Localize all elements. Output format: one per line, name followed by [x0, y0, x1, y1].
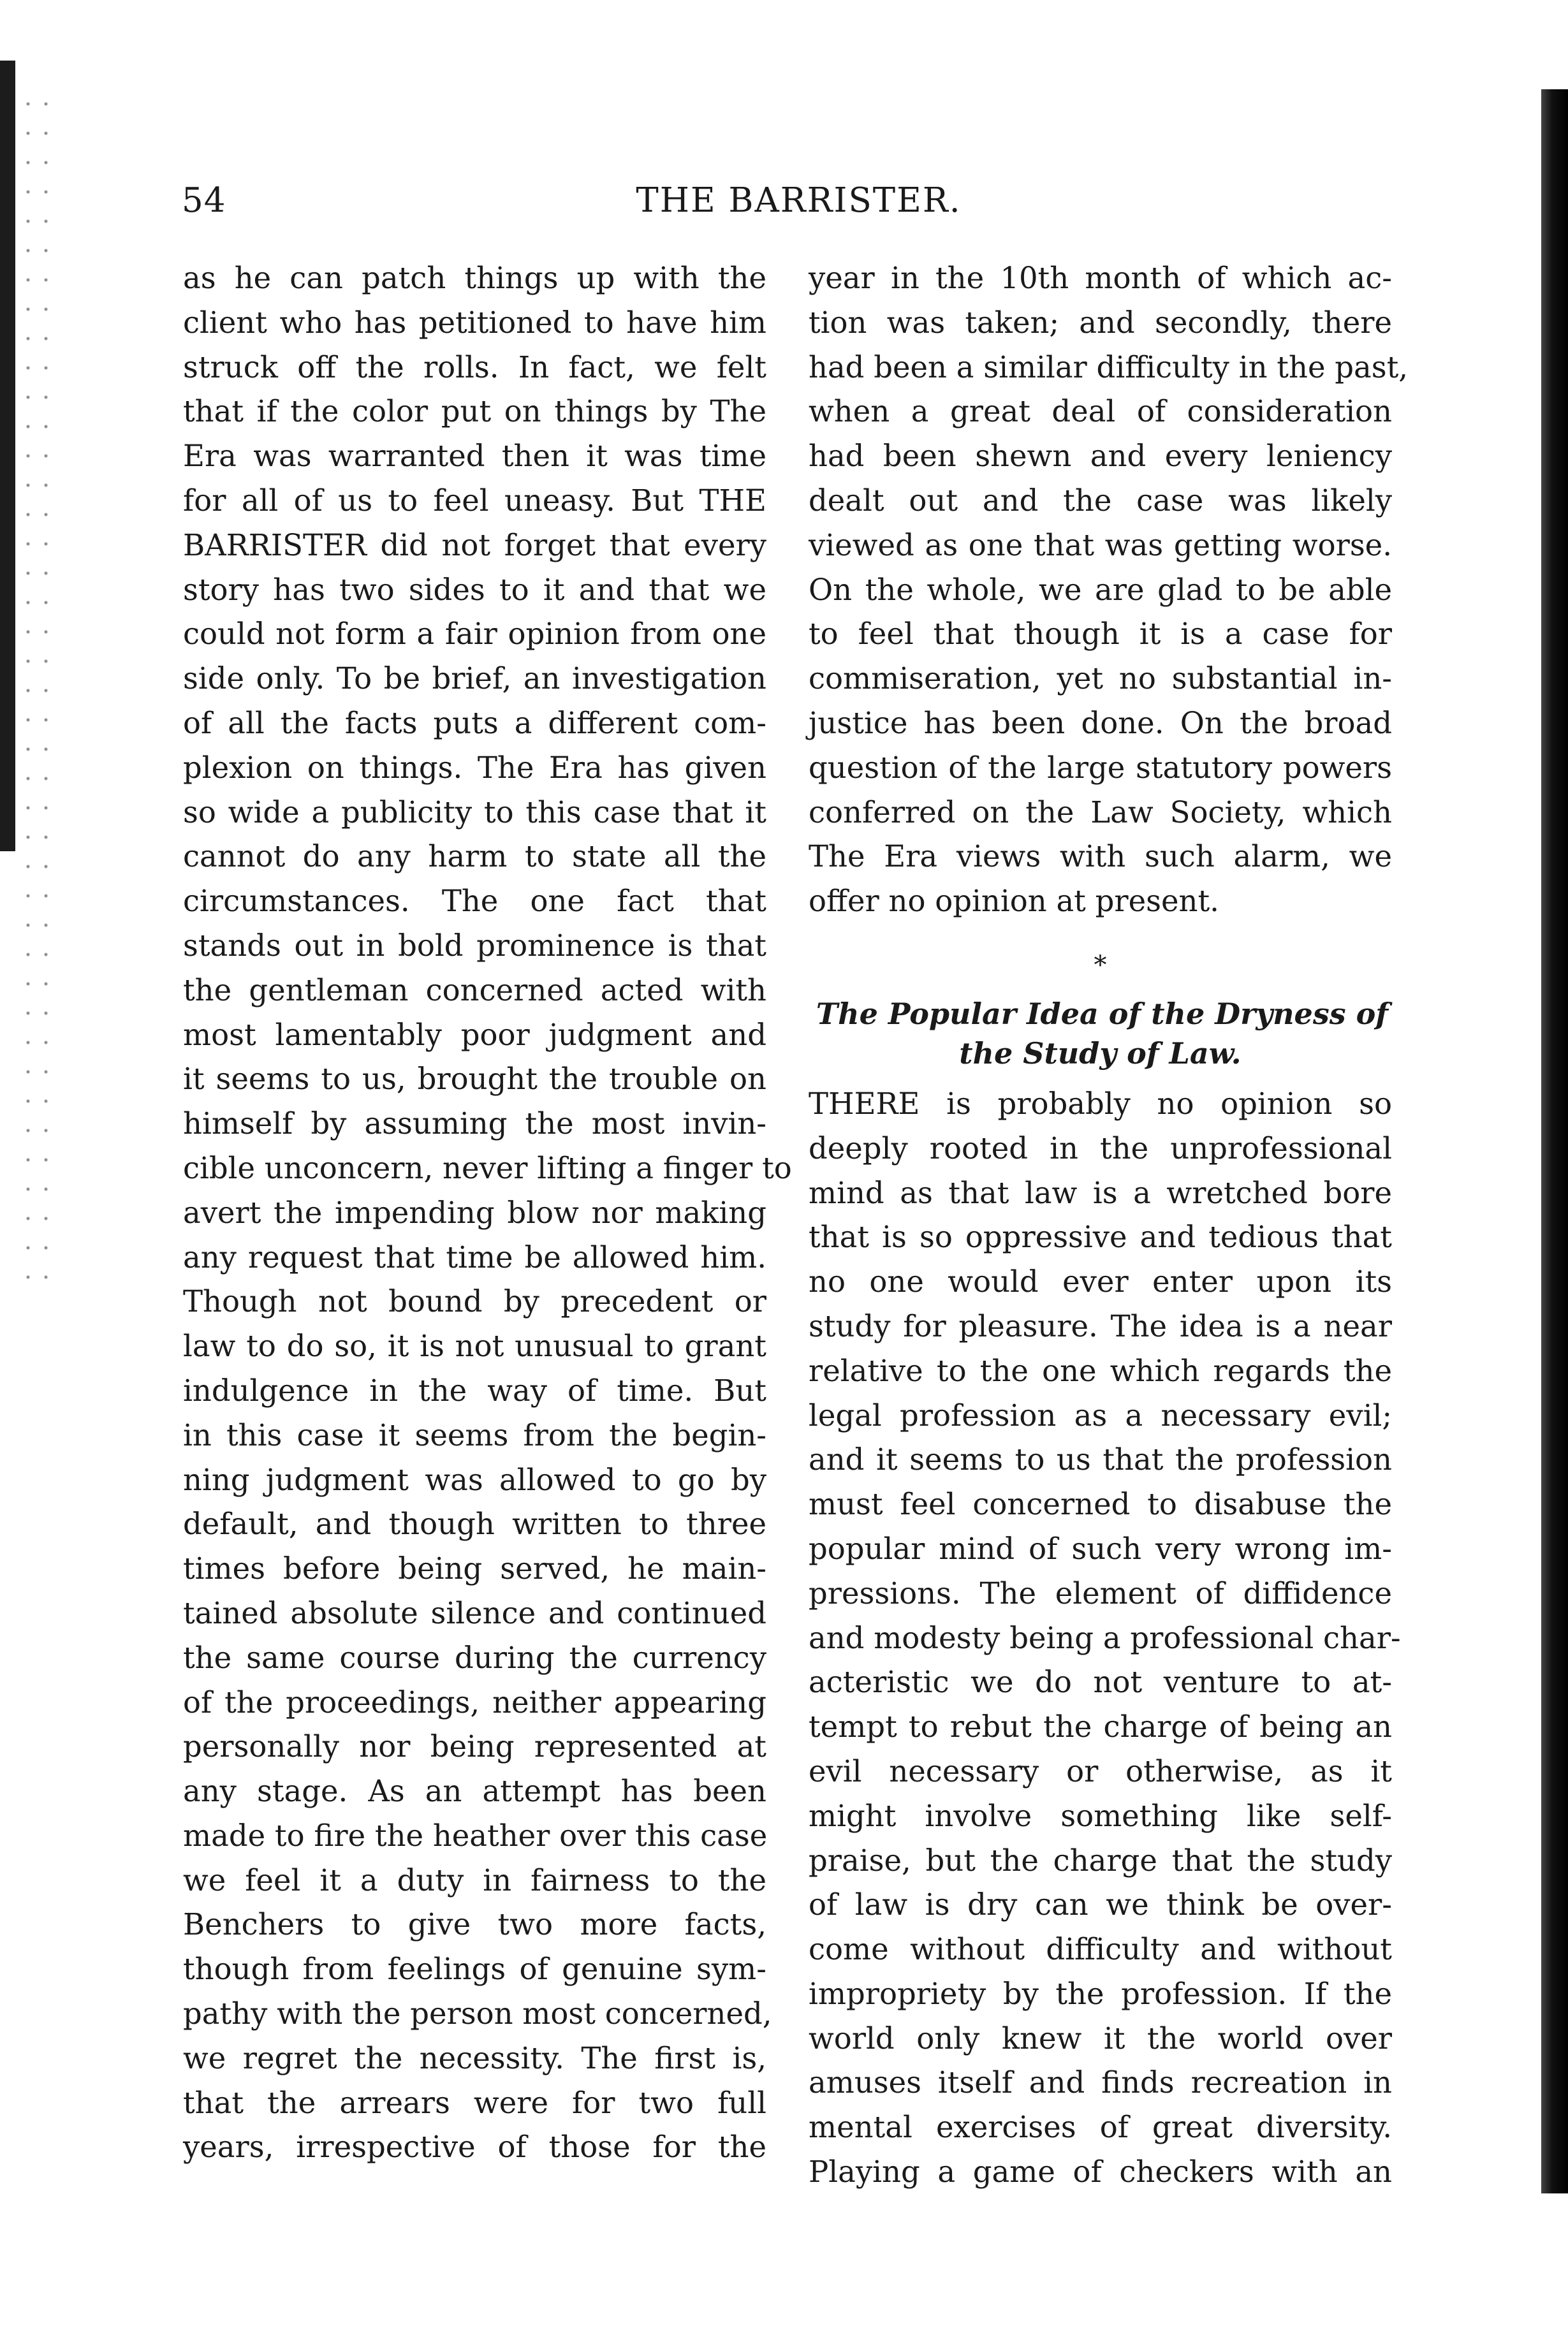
text-line: Benchers to give two more facts,: [183, 1907, 766, 1942]
text-line: Though not bound by precedent or: [183, 1284, 766, 1319]
text-line: offer no opinion at present.: [809, 884, 1219, 919]
text-line: BARRISTER did not forget that every: [183, 527, 766, 562]
heading-gap: [809, 1073, 1392, 1082]
text-line: conferred on the Law Society, which: [809, 794, 1392, 830]
text-line: law to do so, it is not unusual to grant: [183, 1329, 766, 1364]
text-line: when a great deal of consideration: [809, 394, 1392, 429]
text-line: evil necessary or otherwise, as it: [809, 1753, 1392, 1789]
text-line: plexion on things. The Era has given: [183, 750, 766, 785]
text-line: pathy with the person most concerned,: [183, 1996, 772, 2031]
right-column-bottom: [809, 1082, 1401, 2195]
section-heading-line: The Popular Idea of the Dryness of: [816, 996, 1389, 1031]
section-separator: *: [1094, 950, 1107, 980]
text-line: world only knew it the world over: [809, 2021, 1392, 2056]
text-line: impropriety by the profession. If the: [809, 1976, 1392, 2011]
text-line: tained absolute silence and continued: [183, 1595, 766, 1630]
text-line: cible unconcern, never lifting a finger to: [183, 1150, 792, 1185]
text-line: must feel concerned to disabuse the: [809, 1487, 1392, 1522]
page-title: THE BARRISTER.: [636, 181, 962, 220]
text-line: On the whole, we are glad to be able: [809, 572, 1392, 607]
text-line: stands out in bold prominence is that: [183, 928, 766, 963]
text-line: it seems to us, brought the trouble on: [183, 1062, 766, 1097]
text-line: and it seems to us that the profession: [809, 1442, 1392, 1477]
text-line: might involve something like self-: [809, 1798, 1392, 1833]
text-line: The Era views with such alarm, we: [809, 839, 1392, 874]
text-line: as he can patch things up with the: [183, 261, 766, 295]
text-line: justice has been done. On the broad: [809, 705, 1392, 740]
text-line: viewed as one that was getting worse.: [809, 527, 1392, 562]
section-heading-line: the Study of Law.: [959, 1035, 1242, 1071]
text-line: for all of us to feel uneasy. But THE: [183, 483, 766, 518]
text-line: tempt to rebut the charge of being an: [809, 1709, 1392, 1745]
text-line: relative to the one which regards the: [809, 1353, 1392, 1388]
text-line: circumstances. The one fact that: [183, 884, 766, 919]
text-line: THERE is probably no opinion so: [809, 1086, 1392, 1121]
text-line: most lamentably poor judgment and: [183, 1017, 766, 1052]
binding-edge-left: [0, 61, 15, 851]
text-line: study for pleasure. The idea is a near: [809, 1308, 1392, 1343]
text-line: the gentleman concerned acted with: [183, 972, 766, 1007]
text-line: of law is dry can we think be over-: [809, 1887, 1392, 1922]
text-line: amuses itself and finds recreation in: [809, 2065, 1392, 2100]
text-line: indulgence in the way of time. But: [183, 1373, 766, 1408]
text-line: that the arrears were for two full: [183, 2085, 766, 2120]
text-line: times before being served, he main-: [183, 1551, 766, 1586]
text-line: acteristic we do not venture to at-: [809, 1665, 1392, 1700]
text-line: so wide a publicity to this case that it: [183, 794, 766, 830]
text-line: years, irrespective of those for the: [183, 2130, 766, 2165]
text-line: we regret the necessity. The first is,: [183, 2040, 766, 2075]
page-number: 54: [182, 181, 226, 220]
text-line: we feel it a duty in fairness to the: [183, 1862, 766, 1898]
text-line: mind as that law is a wretched bore: [809, 1175, 1392, 1210]
text-line: made to fire the heather over this case: [183, 1818, 768, 1853]
text-line: client who has petitioned to have him: [183, 305, 766, 340]
text-line: popular mind of such very wrong im-: [809, 1531, 1392, 1566]
text-line: tion was taken; and secondly, there: [809, 305, 1392, 340]
text-line: and modesty being a professional char-: [809, 1620, 1401, 1655]
text-line: story has two sides to it and that we: [183, 572, 766, 607]
text-line: commiseration, yet no substantial in-: [809, 661, 1392, 696]
text-line: ning judgment was allowed to go by: [183, 1462, 766, 1497]
section-heading: [809, 994, 1392, 1073]
text-line: default, and though written to three: [183, 1507, 766, 1542]
text-line: no one would ever enter upon its: [809, 1264, 1392, 1299]
text-line: any stage. As an attempt has been: [183, 1774, 766, 1809]
text-line: praise, but the charge that the study: [809, 1843, 1392, 1878]
text-line: pressions. The element of diffidence: [809, 1576, 1392, 1611]
text-line: question of the large statutory powers: [809, 750, 1392, 785]
text-line: struck off the rolls. In fact, we felt: [183, 349, 766, 384]
text-line: had been shewn and every leniency: [809, 439, 1392, 474]
text-line: any request that time be allowed him.: [183, 1240, 766, 1275]
running-head: [182, 175, 1416, 226]
text-line: of all the facts puts a different com-: [183, 705, 766, 740]
text-line: cannot do any harm to state all the: [183, 839, 766, 874]
text-line: of the proceedings, neither appearing: [183, 1685, 766, 1720]
left-column: [183, 256, 792, 2170]
binding-edge-right: [1541, 89, 1568, 2193]
text-line: Playing a game of checkers with an: [809, 2155, 1392, 2190]
text-line: could not form a fair opinion from one: [183, 617, 766, 652]
scan-speckle-left: [19, 89, 57, 1301]
text-line: legal profession as a necessary evil;: [809, 1398, 1392, 1433]
text-line: had been a similar difficulty in the past,: [809, 349, 1409, 384]
text-line: come without difficulty and without: [809, 1932, 1392, 1967]
text-line: to feel that though it is a case for: [809, 617, 1392, 652]
text-line: personally nor being represented at: [183, 1729, 766, 1764]
right-column-top: [809, 256, 1409, 924]
text-line: dealt out and the case was likely: [809, 483, 1392, 518]
text-line: that if the color put on things by The: [183, 394, 766, 429]
text-line: the same course during the currency: [183, 1640, 766, 1675]
text-line: though from feelings of genuine sym-: [183, 1952, 766, 1987]
text-line: mental exercises of great diversity.: [809, 2110, 1392, 2145]
text-line: year in the 10th month of which ac-: [809, 261, 1392, 295]
text-line: avert the impending blow nor making: [183, 1195, 766, 1230]
text-line: deeply rooted in the unprofessional: [809, 1131, 1392, 1166]
text-line: that is so oppressive and tedious that: [809, 1220, 1392, 1255]
text-line: side only. To be brief, an investigation: [183, 661, 766, 696]
text-line: in this case it seems from the begin-: [183, 1417, 766, 1453]
text-line: himself by assuming the most invin-: [183, 1106, 766, 1141]
text-line: Era was warranted then it was time: [183, 439, 766, 474]
right-column: [809, 256, 1409, 2195]
